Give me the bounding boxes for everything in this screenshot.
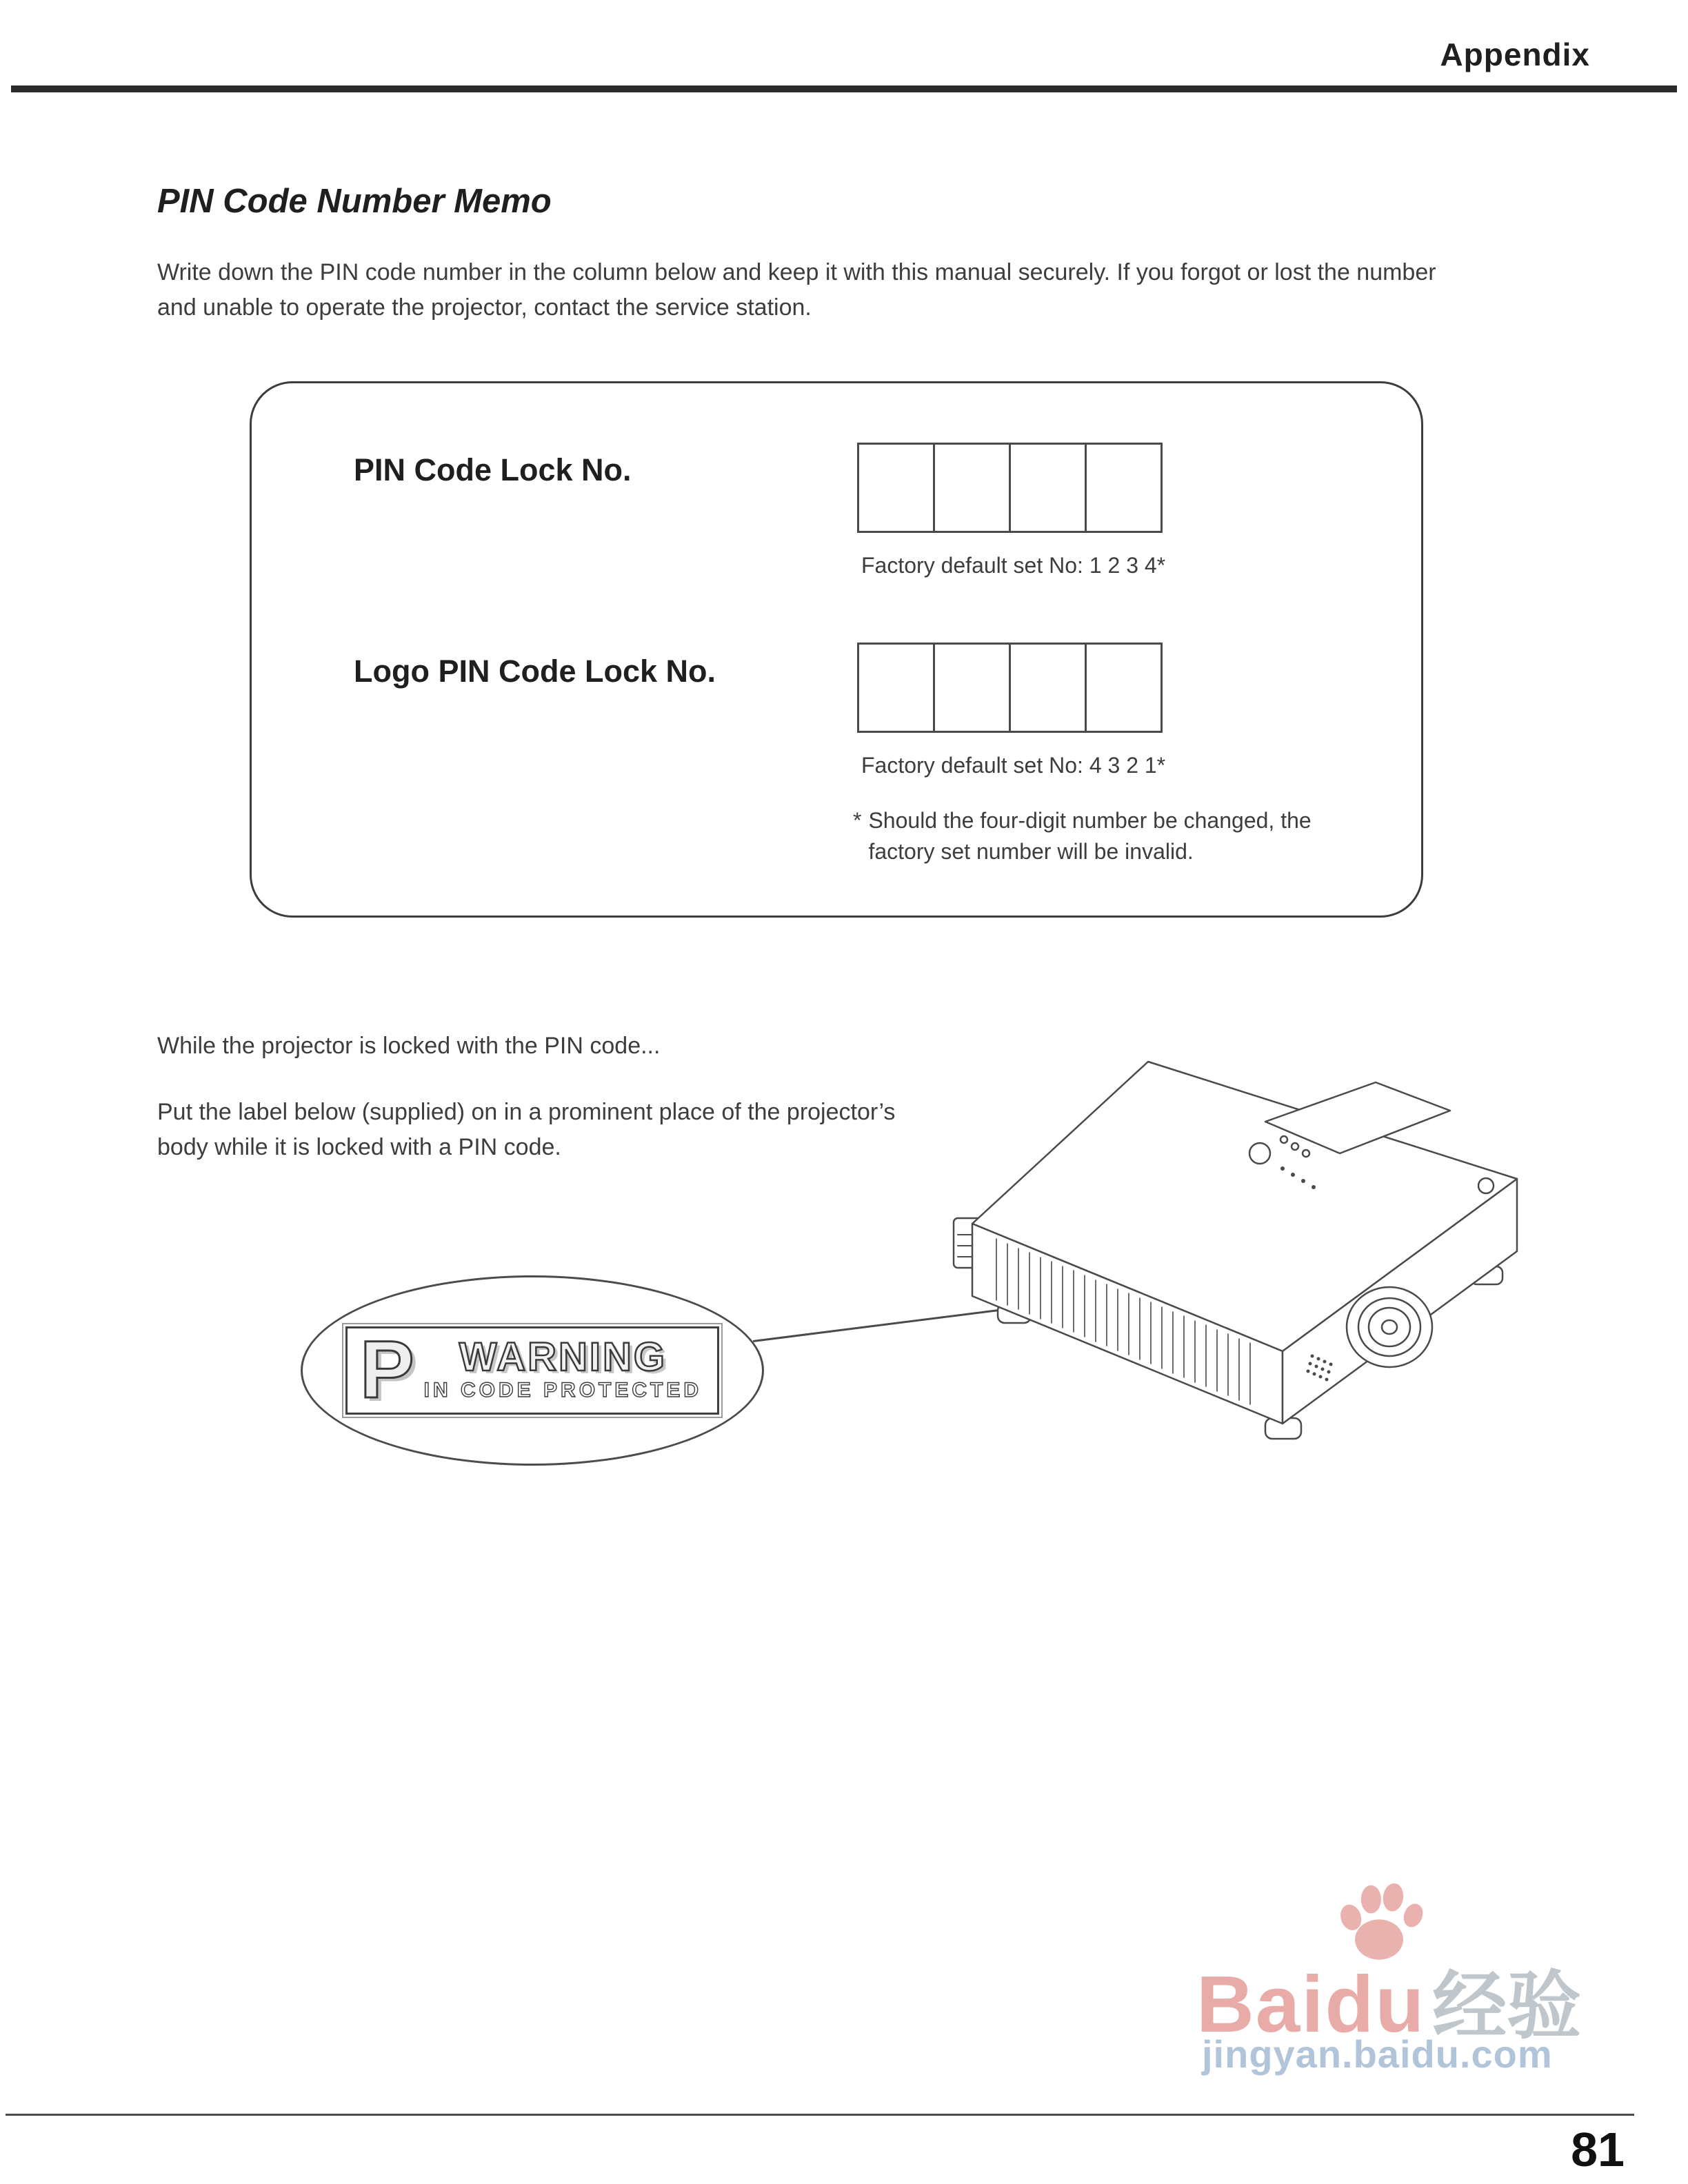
header-double-rule <box>11 85 1677 92</box>
watermark-brand-cn: 经验 <box>1432 1964 1582 2048</box>
logo-pin-code-lock-label: Logo PIN Code Lock No. <box>354 654 716 689</box>
warning-label-callout <box>301 1275 764 1466</box>
pin-cell <box>857 643 935 733</box>
warning-title: WARNING <box>459 1335 667 1380</box>
logo-factory-default-text: Factory default set No: 4 3 2 1* <box>861 753 1166 778</box>
warning-initial-letter: P <box>359 1324 414 1415</box>
section-label: Appendix <box>1440 37 1590 72</box>
logo-pin-code-cells <box>857 643 1163 733</box>
pin-cell <box>1009 643 1087 733</box>
pin-cell <box>933 643 1011 733</box>
pin-code-lock-label: PIN Code Lock No. <box>354 452 632 487</box>
footer-rule <box>6 2114 1634 2116</box>
projector-illustration <box>934 1038 1534 1472</box>
footnote-marker: * <box>853 808 862 833</box>
pin-code-cells <box>857 443 1163 533</box>
page-title: PIN Code Number Memo <box>157 183 552 220</box>
pin-cell <box>1009 443 1087 533</box>
label-instruction-text: Put the label below (supplied) on in a prominent place of the projector’s body while it is locked with a PIN code. <box>157 1099 896 1160</box>
while-locked-text: While the projector is locked with the PIN code... <box>157 1033 661 1059</box>
footnote <box>853 805 1349 868</box>
warning-subtitle: IN CODE PROTECTED <box>423 1379 703 1402</box>
pin-factory-default-text: Factory default set No: 1 2 3 4* <box>861 553 1166 578</box>
pin-memo-box <box>250 381 1423 918</box>
warning-label <box>345 1326 719 1415</box>
pin-cell <box>857 443 935 533</box>
pin-cell <box>1085 443 1163 533</box>
footnote-text: Should the four-digit number be changed, the factory set number will be invalid. <box>868 808 1312 865</box>
pin-cell <box>1085 643 1163 733</box>
watermark <box>1196 1885 1610 2079</box>
intro-paragraph: Write down the PIN code number in the column below and keep it with this manual securely. If you forgot or lost the number and unable to operate the projector, contact the service station. <box>157 259 1436 321</box>
watermark-url: jingyan.baidu.com <box>1202 2032 1553 2076</box>
watermark-brand: Baidu <box>1196 1959 1426 2049</box>
page-number: 81 <box>1571 2123 1625 2176</box>
pin-cell <box>933 443 1011 533</box>
